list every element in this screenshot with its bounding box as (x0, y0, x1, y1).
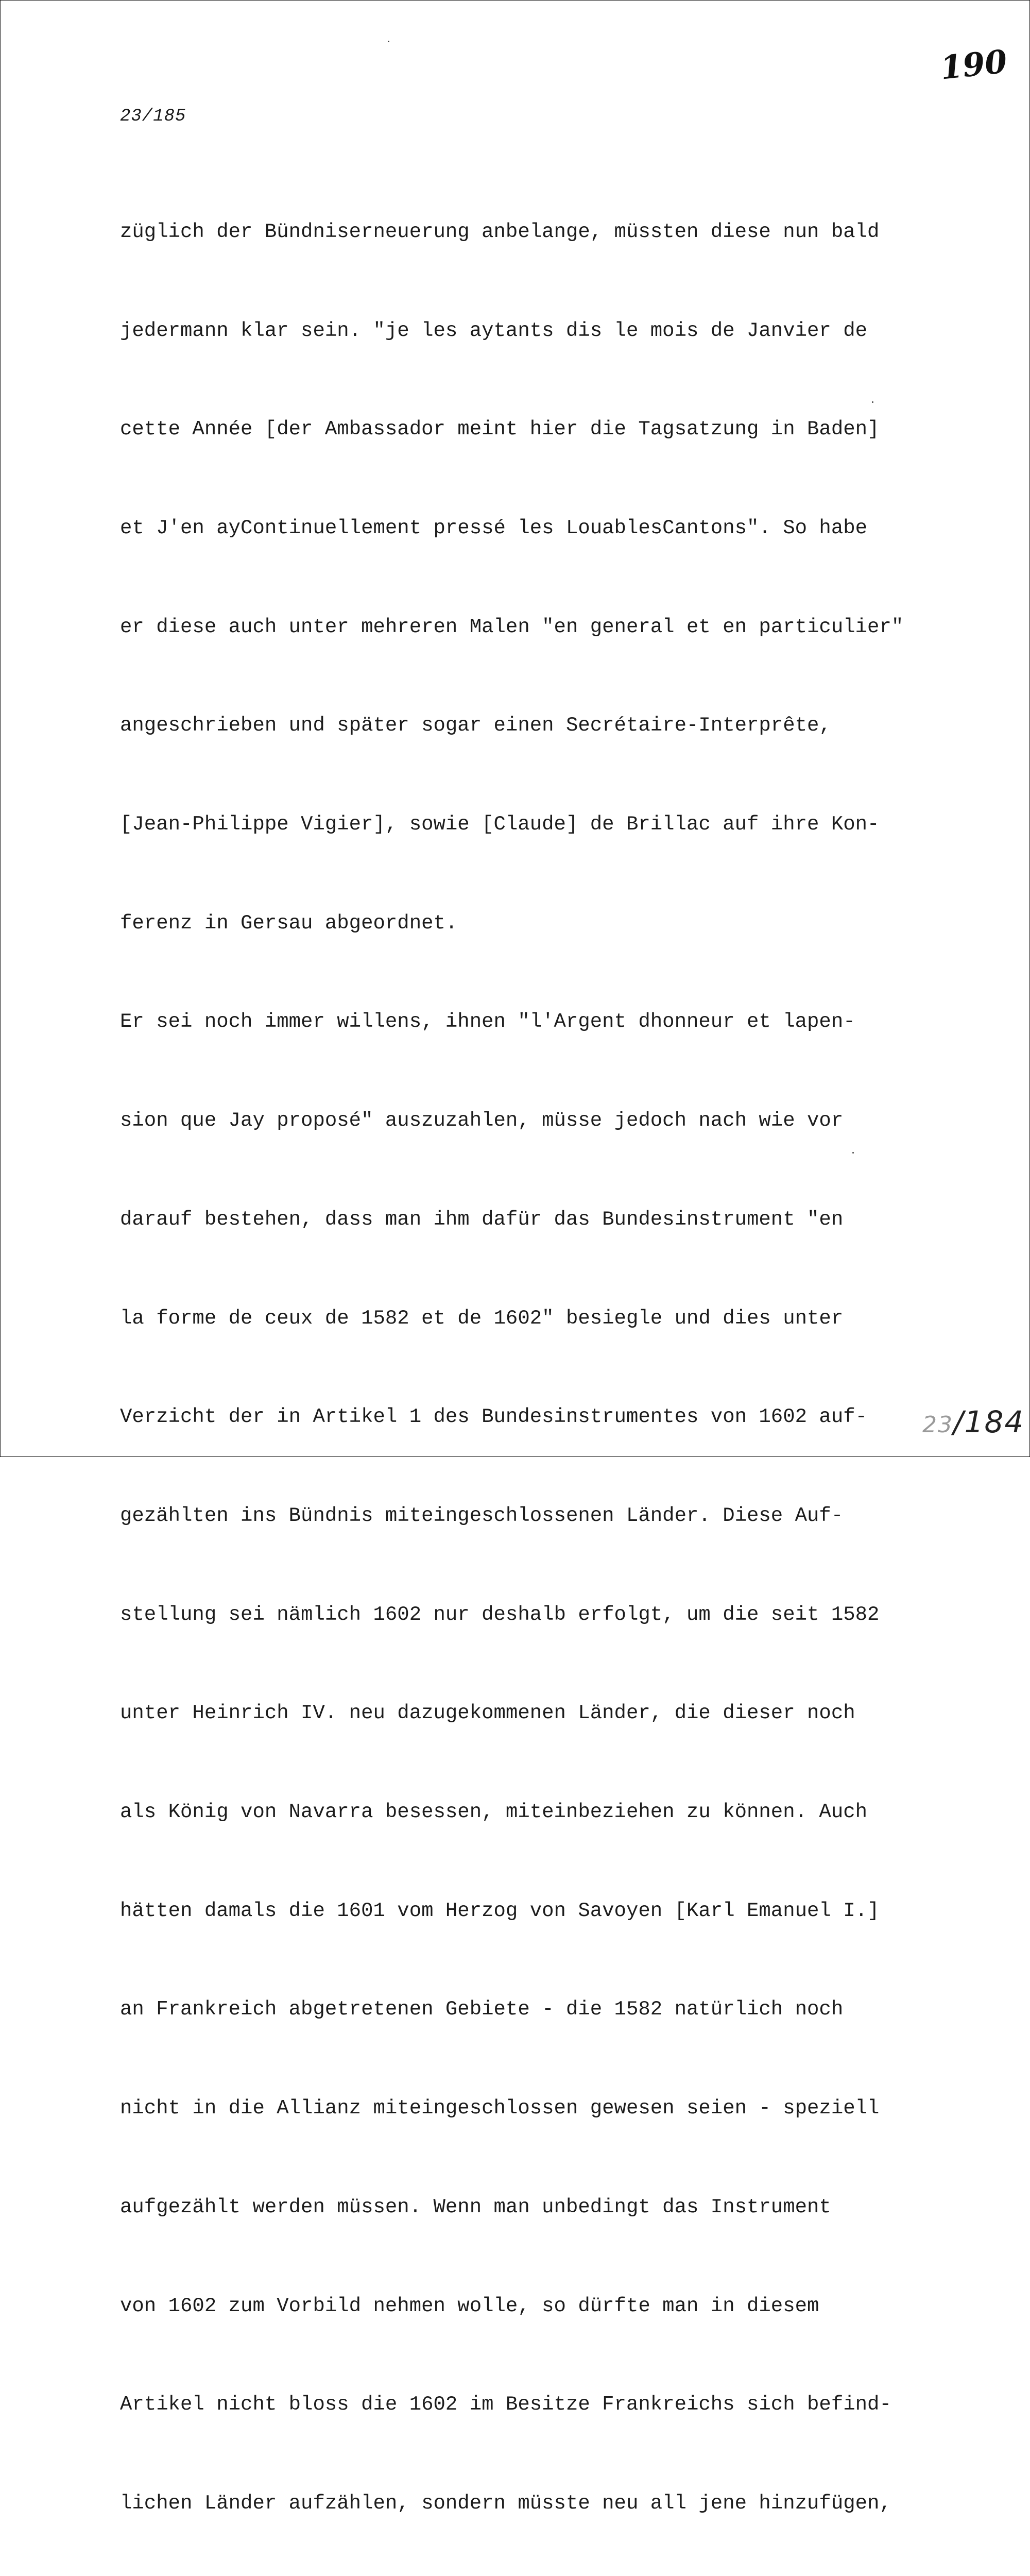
text-line: jedermann klar sein. "je les aytants dis le mois de Janvier de (120, 319, 868, 342)
text-line: ferenz in Gersau abgeordnet. (120, 911, 458, 935)
text-line: la forme de ceux de 1582 et de 1602" besiegle und dies unter (120, 1307, 844, 1330)
text-line: Artikel nicht bloss die 1602 im Besitze Frankreichs sich befind- (120, 2393, 891, 2416)
text-line: nicht in die Allianz miteingeschlossen gewesen seien - speziell (120, 2097, 880, 2120)
scan-speck (388, 41, 389, 42)
text-line: stellung sei nämlich 1602 nur deshalb erfolgt, um die seit 1582 (120, 1603, 880, 1626)
text-line: Verzicht der in Artikel 1 des Bundesinstrumentes von 1602 auf- (120, 1405, 868, 1429)
text-line: cette Année [der Ambassador meint hier die Tagsatzung in Baden] (120, 418, 880, 441)
archive-stamp-faint: 23 (922, 1412, 953, 1438)
archive-stamp (922, 1404, 1024, 1439)
text-line: darauf bestehen, dass man ihm dafür das Bundesinstrument "en (120, 1208, 844, 1231)
text-line: unter Heinrich IV. neu dazugekommenen Länder, die dieser noch (120, 1702, 855, 1725)
text-line: er diese auch unter mehreren Malen "en general et en particulier" (120, 615, 904, 638)
text-line: züglich der Bündniserneuerung anbelange, müssten diese nun bald (120, 220, 880, 243)
text-line: gezählten ins Bündnis miteingeschlossenen Länder. Diese Auf- (120, 1504, 844, 1527)
body-text (120, 150, 944, 2576)
archive-stamp-separator: / (953, 1404, 965, 1439)
scan-speck (872, 401, 873, 403)
text-line: lichen Länder aufzählen, sondern müsste neu all jene hinzufügen, (120, 2492, 891, 2515)
text-line: et J'en ayContinuellement pressé les LouablesCantons". So habe (120, 516, 868, 539)
text-line: von 1602 zum Vorbild nehmen wolle, so dürfte man in diesem (120, 2294, 819, 2317)
text-line: an Frankreich abgetretenen Gebiete - die 1582 natürlich noch (120, 1998, 844, 2021)
folio-number: 190 (938, 42, 1009, 87)
text-line: aufgezählt werden müssen. Wenn man unbedingt das Instrument (120, 2195, 831, 2218)
text-line: [Jean-Philippe Vigier], sowie [Claude] de Brillac auf ihre Kon- (120, 813, 880, 836)
text-line: angeschrieben und später sogar einen Secrétaire-Interprête, (120, 714, 831, 737)
text-line: Er sei noch immer willens, ihnen "l'Argent dhonneur et lapen- (120, 1010, 855, 1033)
archive-stamp-number: 184 (964, 1404, 1025, 1439)
text-line: hätten damals die 1601 vom Herzog von Savoyen [Karl Emanuel I.] (120, 1899, 880, 1922)
text-line: als König von Navarra besessen, miteinbeziehen zu können. Auch (120, 1801, 868, 1824)
text-line: sion que Jay proposé" auszuzahlen, müsse jedoch nach wie vor (120, 1109, 844, 1132)
scan-speck (852, 1152, 854, 1154)
page-reference: 23/185 (120, 107, 186, 126)
